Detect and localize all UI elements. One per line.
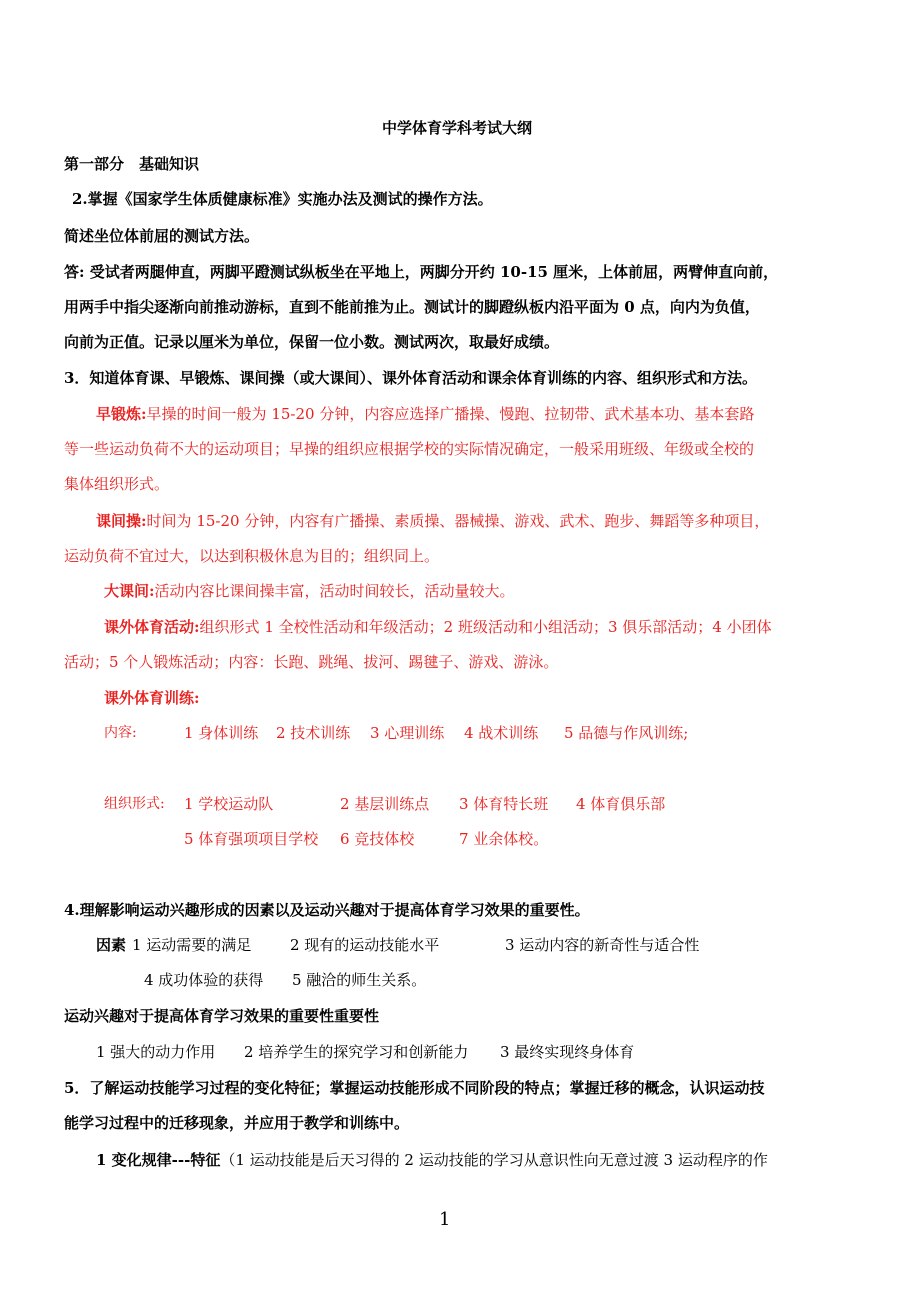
break-exercise-text: 时间为 15-20 分钟，内容有广播操、素质操、器械操、游戏、武术、跑步、舞蹈等多种项目， (146, 512, 770, 530)
factor-item: 4 成功体验的获得 (144, 971, 264, 989)
change-rule-line (96, 1150, 768, 1170)
training-content-item: 5 品德与作风训练; (564, 724, 689, 742)
importance-heading: 运动兴趣对于提高体育学习效果的重要性重要性 (64, 1007, 380, 1025)
training-content-item: 4 战术训练 (464, 724, 539, 742)
factor-item: 5 融洽的师生关系。 (292, 971, 427, 989)
answer-line: 向前为正值。记录以厘米为单位，保留一位小数。测试两次，取最好成绩。 (64, 333, 560, 351)
item-5-heading: 能学习过程中的迁移现象，并应用于教学和训练中。 (64, 1114, 410, 1132)
extracurricular-activity-line (104, 617, 772, 637)
importance-item: 2 培养学生的探究学习和创新能力 (244, 1043, 469, 1061)
morning-exercise-label: 早锻炼: (96, 405, 147, 423)
training-form-item: 1 学校运动队 (184, 795, 274, 813)
item-4-heading: 4.理解影响运动兴趣形成的因素以及运动兴趣对于提高体育学习效果的重要性。 (64, 901, 590, 919)
morning-exercise-text: 早操的时间一般为 15-20 分钟，内容应选择广播操、慢跑、拉韧带、武术基本功、基本套路 (146, 405, 755, 423)
factors-label: 因素 (96, 936, 127, 954)
morning-exercise-text: 等一些运动负荷不大的运动项目；早操的组织应根据学校的实际情况确定，一般采用班级、年级或全校的 (64, 440, 755, 458)
factors-line (96, 935, 126, 955)
training-heading: 课外体育训练: (104, 689, 200, 707)
answer-line: 用两手中指尖逐渐向前推动游标，直到不能前推为止。测试计的脚蹬纵板内沿平面为 0 点，向内为负值， (64, 298, 760, 316)
training-form-item: 6 竞技体校 (340, 830, 415, 848)
training-form-item: 5 体育强项项目学校 (184, 830, 319, 848)
change-rule-label: 1 变化规律---特征 (96, 1151, 221, 1169)
training-form-label: 组织形式: (104, 796, 165, 812)
morning-exercise-line (96, 404, 754, 424)
doc-title: 中学体育学科考试大纲 (382, 119, 533, 137)
training-form-item: 2 基层训练点 (340, 795, 430, 813)
extracurricular-activity-label: 课外体育活动: (104, 618, 200, 636)
item-2-heading: 2.掌握《国家学生体质健康标准》实施办法及测试的操作方法。 (72, 190, 493, 208)
part-heading: 第一部分 基础知识 (64, 155, 200, 173)
break-exercise-text: 运动负荷不宜过大，以达到积极休息为目的；组织同上。 (64, 547, 440, 565)
training-content-item: 3 心理训练 (370, 724, 445, 742)
answer-line: 答: 受试者两腿伸直，两脚平蹬测试纵板坐在平地上，两脚分开约 10-15 厘米，上体前屈，两臂伸直向前， (64, 263, 779, 281)
big-break-line (104, 581, 515, 601)
training-content-label: 内容: (104, 725, 137, 741)
factor-item: 3 运动内容的新奇性与适合性 (505, 936, 700, 954)
training-content-item: 1 身体训练 (184, 724, 259, 742)
training-form-item: 3 体育特长班 (459, 795, 549, 813)
big-break-label: 大课间: (104, 582, 155, 600)
importance-item: 3 最终实现终身体育 (500, 1043, 635, 1061)
morning-exercise-text: 集体组织形式。 (64, 475, 170, 493)
factor-item: 2 现有的运动技能水平 (290, 936, 440, 954)
item-3-heading: 3．知道体育课、早锻炼、课间操（或大课间）、课外体育活动和课余体育训练的内容、组织形式和方法。 (64, 369, 757, 387)
factor-item: 1 运动需要的满足 (132, 936, 252, 954)
page-number: 1 (439, 1209, 451, 1230)
extracurricular-activity-text: 组织形式 1 全校性活动和年级活动；2 班级活动和小组活动；3 俱乐部活动；4 小团体 (199, 618, 772, 636)
break-exercise-label: 课间操: (96, 512, 147, 530)
break-exercise-line (96, 511, 769, 531)
item-5-heading: 5．了解运动技能学习过程的变化特征；掌握运动技能形成不同阶段的特点；掌握迁移的概念，认识运动技 (64, 1079, 765, 1097)
question-sit-reach: 简述坐位体前屈的测试方法。 (64, 227, 260, 245)
extracurricular-activity-text: 活动；5 个人锻炼活动；内容：长跑、跳绳、拔河、踢毽子、游戏、游泳。 (64, 653, 559, 671)
importance-item: 1 强大的动力作用 (96, 1043, 216, 1061)
change-rule-text: （1 运动技能是后天习得的 2 运动技能的学习从意识性向无意过渡 3 运动程序的作 (220, 1151, 768, 1169)
training-form-item: 4 体育俱乐部 (576, 795, 666, 813)
training-content-item: 2 技术训练 (276, 724, 351, 742)
big-break-text: 活动内容比课间操丰富，活动时间较长，活动量较大。 (154, 582, 515, 600)
training-form-item: 7 业余体校。 (459, 830, 549, 848)
